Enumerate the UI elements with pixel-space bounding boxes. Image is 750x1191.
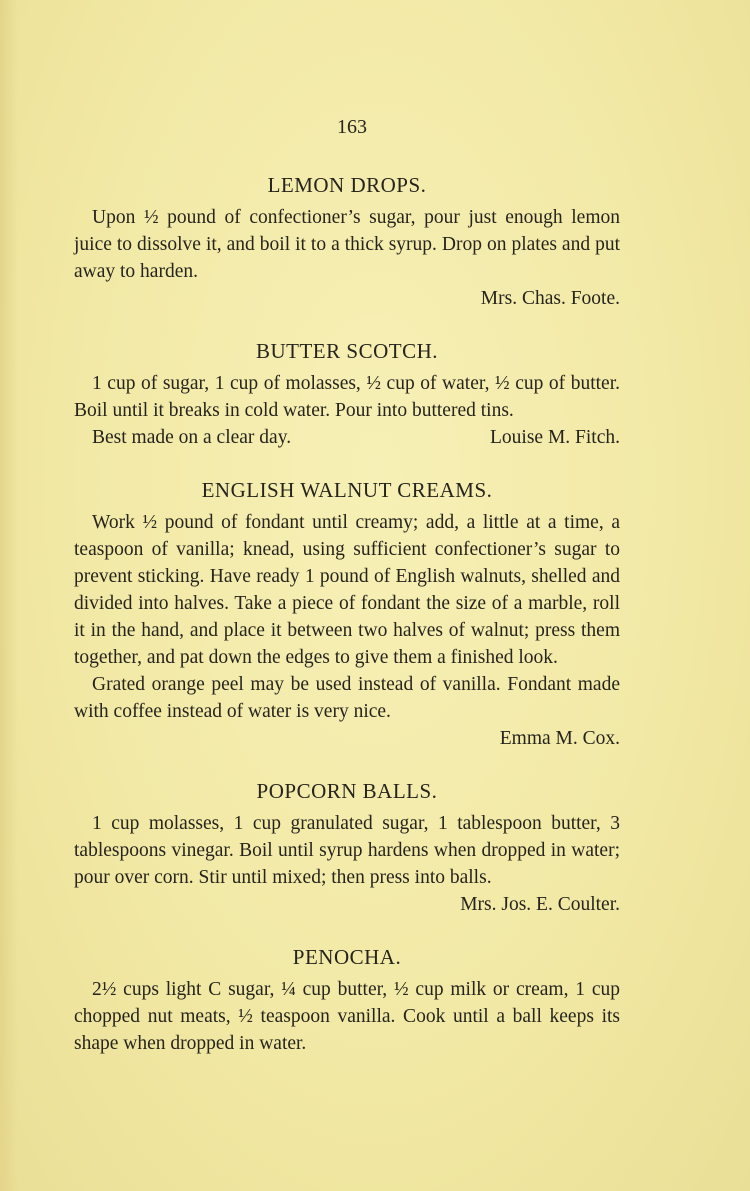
recipe-popcorn-balls	[74, 778, 620, 918]
page-edge-shadow	[0, 0, 18, 1191]
page-number: 163	[337, 116, 367, 138]
recipe-text: Work ½ pound of fondant until creamy; add, a little at a time, a teaspoon of vanilla; knead, using sufficient confectioner’s sugar to prevent sticking. Have ready 1 pound of English walnuts, shelled and divided into halves. Take a piece of fondant the size of a marble, roll it in the hand, and place it between two halves of walnut; press them together, and pat down the edges to give them a finished look.	[74, 512, 620, 668]
recipe-text: 1 cup of sugar, 1 cup of molasses, ½ cup of water, ½ cup of butter. Boil until it breaks in cold water. Pour into buttered tins.	[74, 373, 620, 421]
recipe-signature: Mrs. Chas. Foote.	[480, 288, 620, 309]
recipe-title: BUTTER SCOTCH.	[255, 339, 438, 363]
recipe-note: Best made on a clear day.	[92, 427, 292, 448]
recipe-butter-scotch	[74, 338, 620, 451]
recipe-text: Upon ½ pound of confectioner’s sugar, pour just enough lemon juice to dissolve it, and boil it to a thick syrup. Drop on plates and put away to harden.	[74, 207, 620, 282]
recipe-signature: Mrs. Jos. E. Coulter.	[460, 894, 620, 915]
recipe-text: 1 cup molasses, 1 cup granulated sugar, 1 tablespoon butter, 3 tablespoons vinegar. Boil until syrup hardens when dropped in water; pour over corn. Stir until mixed; then press into balls.	[74, 813, 620, 888]
recipe-english-walnut-creams	[74, 477, 620, 752]
recipe-title: POPCORN BALLS.	[256, 779, 438, 803]
recipe-lemon-drops	[74, 172, 620, 312]
page-content	[74, 112, 620, 1083]
recipe-title: PENOCHA.	[292, 945, 402, 969]
recipe-text: 2½ cups light C sugar, ¼ cup butter, ½ cup milk or cream, 1 cup chopped nut meats, ½ teaspoon vanilla. Cook until a ball keeps its shape when dropped in water.	[74, 979, 620, 1054]
recipe-signature: Louise M. Fitch.	[490, 427, 620, 448]
recipe-text: Grated orange peel may be used instead of vanilla. Fondant made with coffee instead of water is very nice.	[74, 674, 620, 722]
recipe-title: LEMON DROPS.	[267, 173, 427, 197]
recipe-title: ENGLISH WALNUT CREAMS.	[201, 478, 493, 502]
recipe-penocha	[74, 944, 620, 1057]
recipe-signature: Emma M. Cox.	[499, 728, 620, 749]
recipe-note-line	[74, 424, 620, 451]
